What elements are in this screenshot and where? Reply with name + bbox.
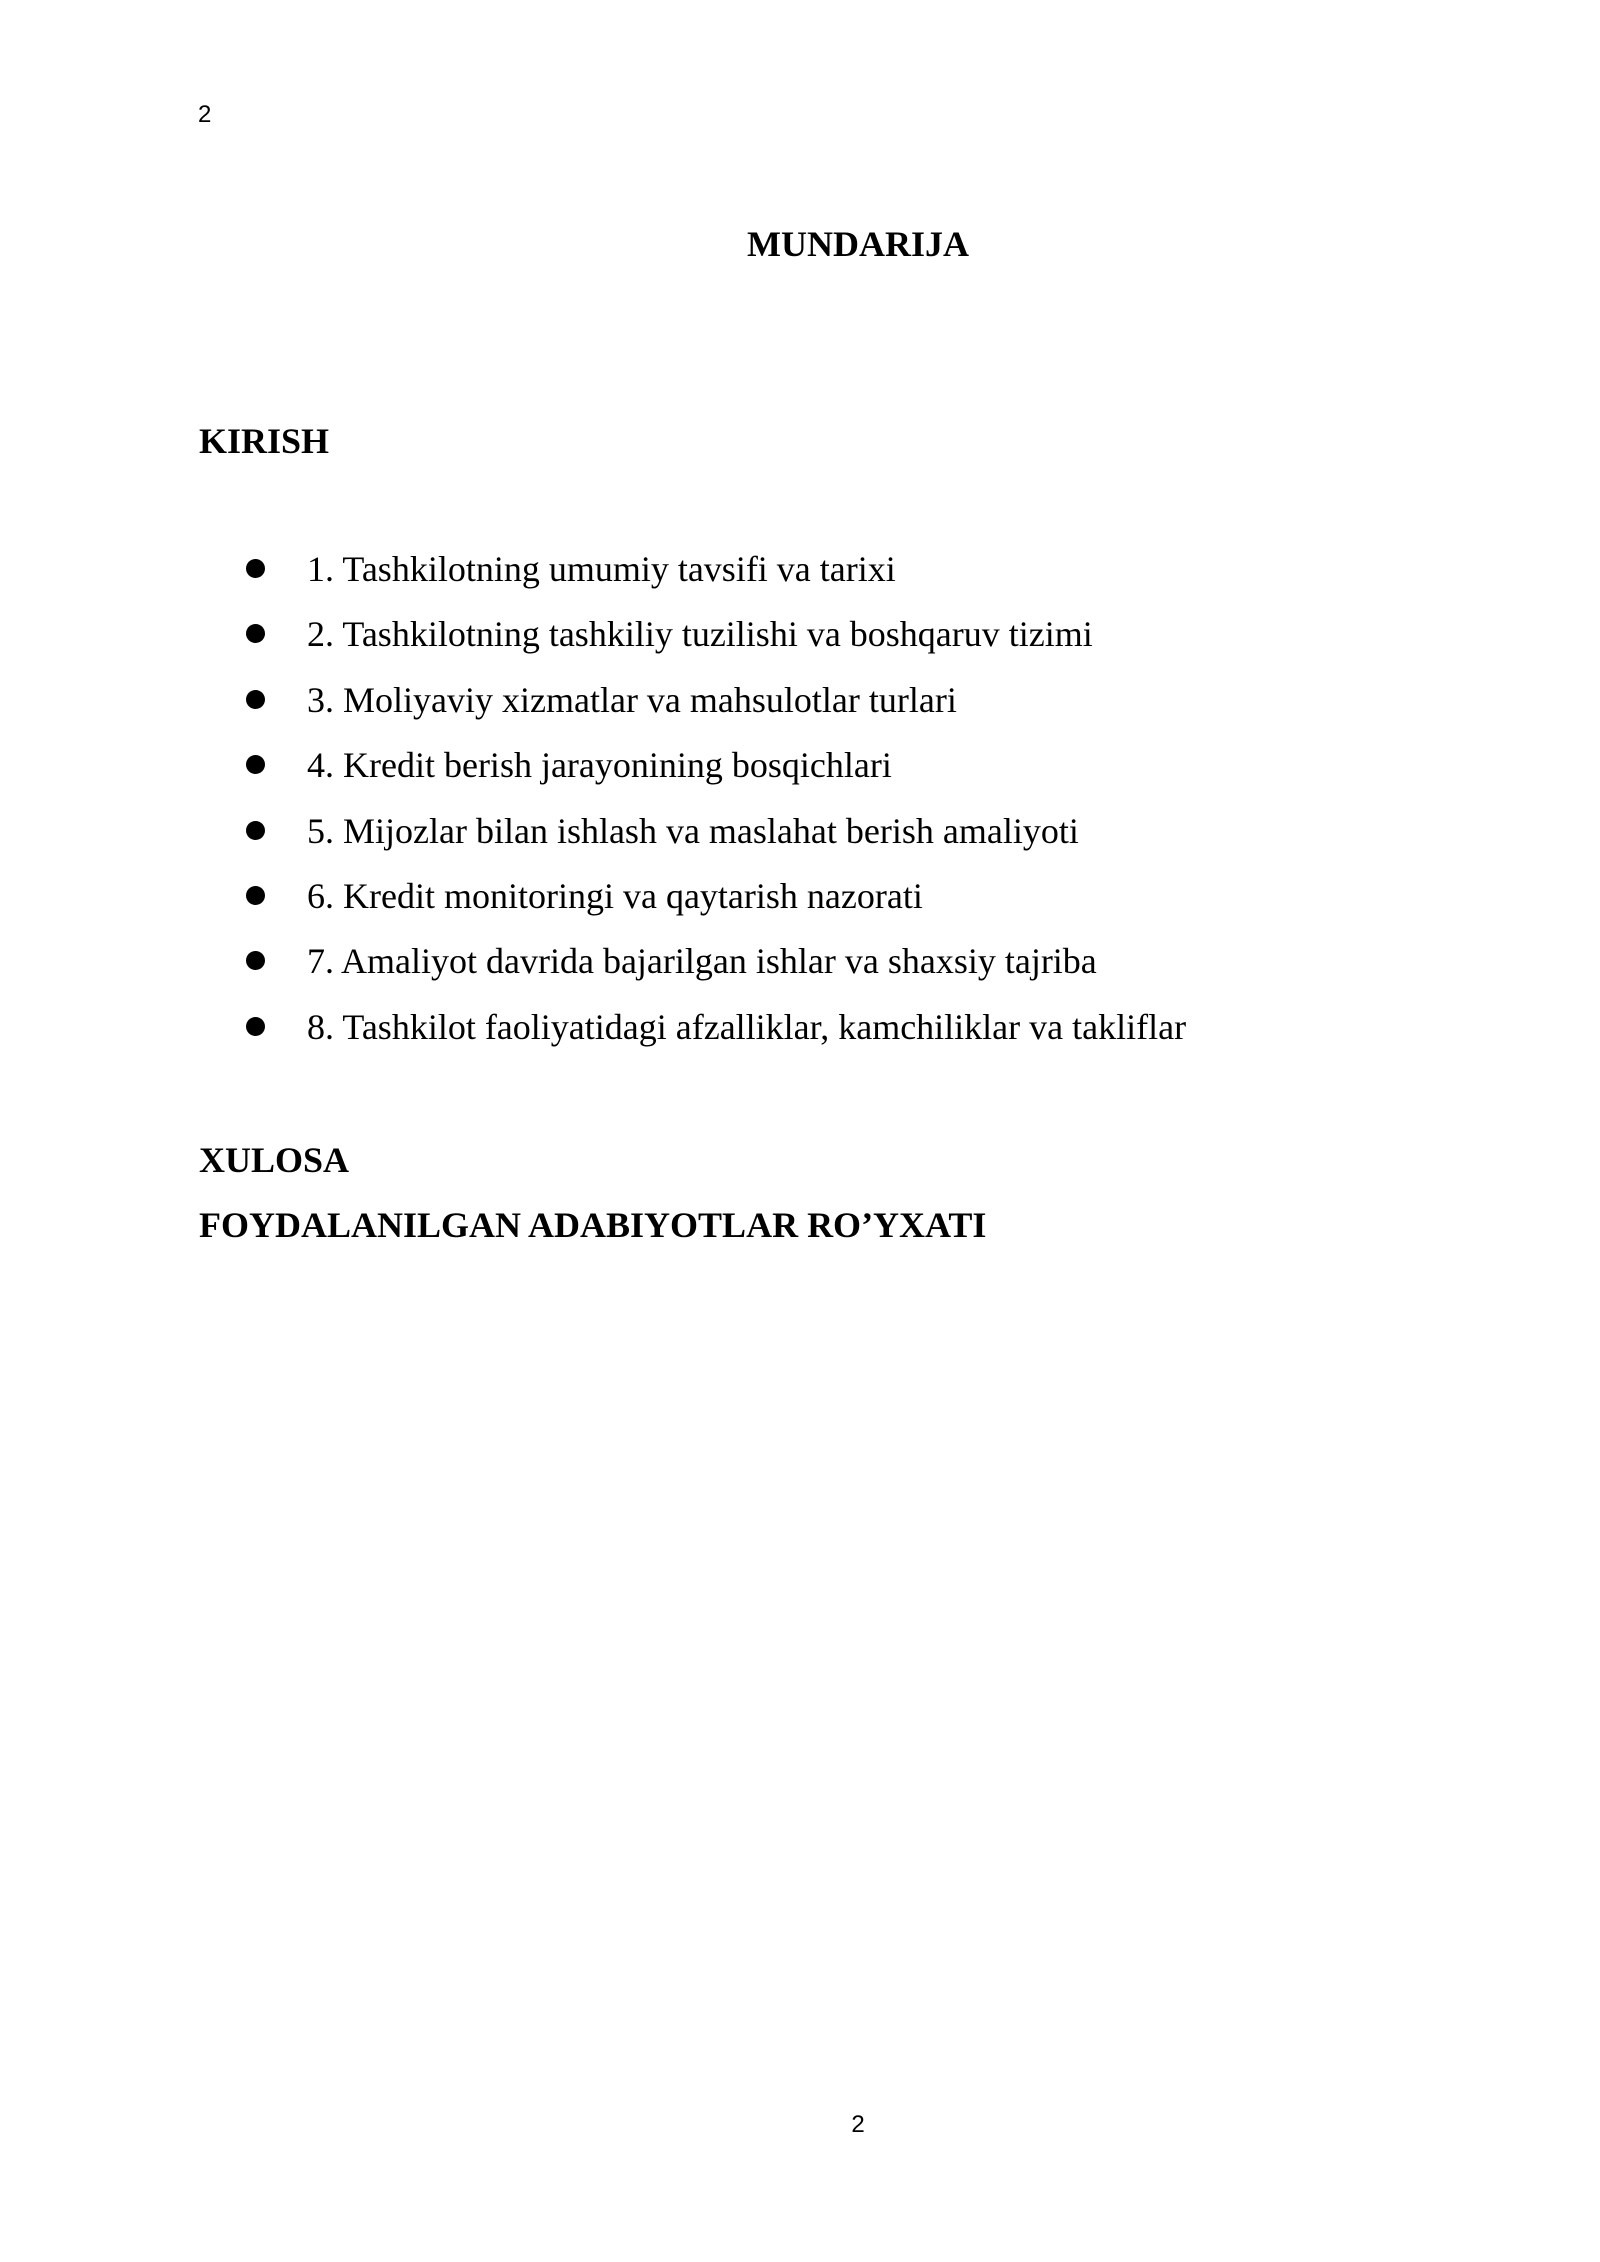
toc-item-label: 5. Mijozlar bilan ishlash va maslahat berish amaliyoti: [307, 810, 1079, 851]
toc-item-label: 8. Tashkilot faoliyatidagi afzalliklar, kamchiliklar va takliflar: [307, 1006, 1187, 1047]
conclusion-heading: XULOSA: [199, 1140, 350, 1180]
bullet-icon: [246, 624, 265, 643]
bullet-icon: [246, 821, 265, 840]
bullet-icon: [246, 951, 265, 970]
toc-item-label: 3. Moliyaviy xizmatlar va mahsulotlar turlari: [307, 679, 957, 720]
toc-item-label: 4. Kredit berish jarayonining bosqichlari: [307, 745, 892, 786]
toc-item-label: 7. Amaliyot davrida bajarilgan ishlar va shaxsiy tajriba: [307, 941, 1097, 982]
page-number-bottom: 2: [851, 2111, 865, 2138]
toc-item-label: 2. Tashkilotning tashkiliy tuzilishi va boshqaruv tizimi: [307, 614, 1093, 655]
intro-heading: KIRISH: [199, 421, 330, 461]
bullet-icon: [246, 559, 265, 578]
bullet-icon: [246, 755, 265, 774]
page-number-top: 2: [198, 101, 212, 128]
bullet-icon: [246, 690, 265, 709]
page-title: MUNDARIJA: [747, 224, 969, 264]
bullet-icon: [246, 1017, 265, 1036]
toc-item-label: 6. Kredit monitoringi va qaytarish nazorati: [307, 875, 923, 916]
toc-item-label: 1. Tashkilotning umumiy tavsifi va tarixi: [307, 549, 896, 589]
bullet-icon: [246, 886, 265, 905]
references-heading: FOYDALANILGAN ADABIYOTLAR RO’YXATI: [199, 1205, 987, 1245]
